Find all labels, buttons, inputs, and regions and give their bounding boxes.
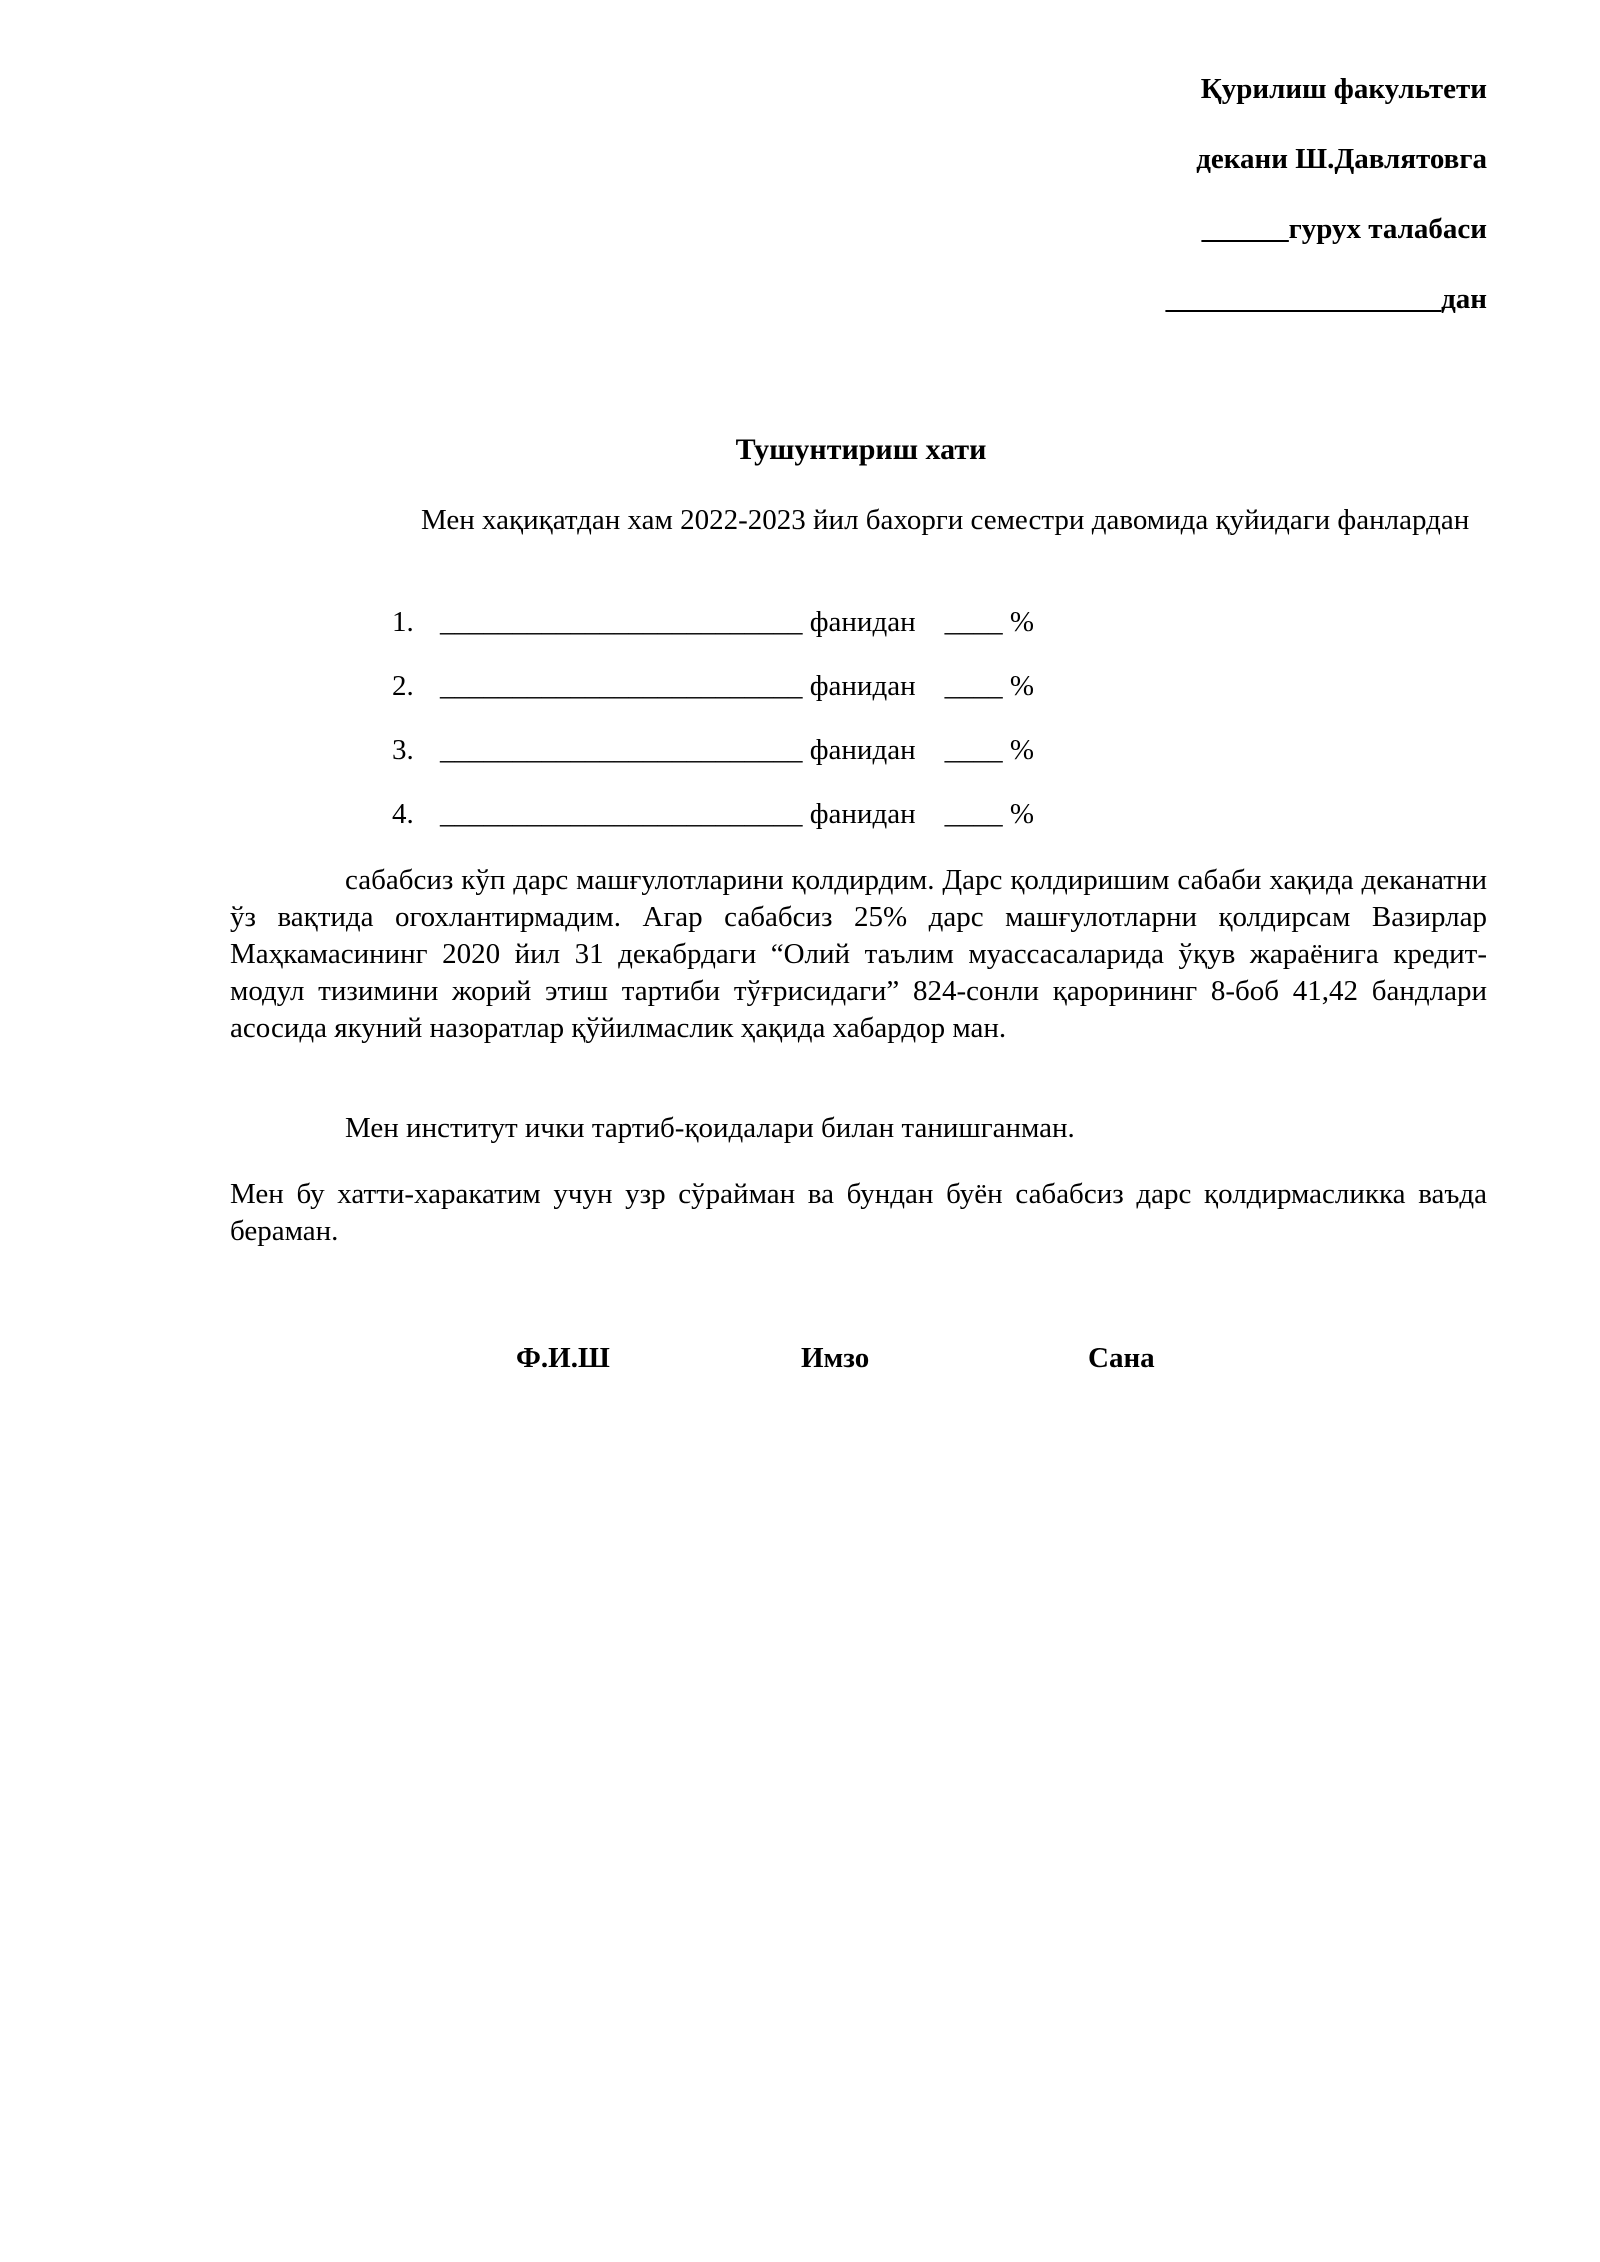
subject-blank-line: _________________________ фанидан ____ %: [440, 798, 1035, 830]
addressee-block: [1166, 72, 1487, 352]
faculty-line: Қурилиш факультети: [1200, 73, 1487, 105]
subject-number: 3.: [392, 734, 414, 766]
subject-blank-line: _________________________ фанидан ____ %: [440, 606, 1035, 638]
subject-item: [392, 604, 1034, 641]
document-title: Тушунтириш хати: [735, 433, 987, 466]
subject-number: 2.: [392, 670, 414, 702]
subject-item: [392, 732, 1034, 769]
subject-item: [392, 668, 1034, 705]
consequence-paragraph: сабабсиз кўп дарс машғулотларини қолдирдим. Дарс қолдиришим сабаби хақида деканатни ўз вақтида огохлантирмадим. Агар сабабсиз 25% дарс машғулотларни қолдирсам Вазирлар Маҳкамасининг 2020 йил 31 декабрдаги “Олий таълим муассасаларида ўқув жараёнига кредит-модул тизимини жорий этиш тартиби тўғрисидаги” 824-сонли қарорининг 8-боб 41,42 бандлари асосида якуний назоратлар қўйилмаслик ҳақида хабардор ман.: [230, 864, 1487, 1044]
group-student-line: ______гурух талабаси: [1201, 213, 1487, 245]
subject-list: [392, 604, 1034, 860]
signature-row: [0, 1340, 1600, 1380]
sender-line: ___________________дан: [1165, 283, 1487, 315]
subject-number: 1.: [392, 606, 414, 638]
rules-paragraph: Мен институт ички тартиб-қоидалари билан танишганман.: [345, 1112, 1075, 1144]
dean-line: декани Ш.Давлятовга: [1196, 143, 1487, 175]
subject-number: 4.: [392, 798, 414, 830]
subject-blank-line: _________________________ фанидан ____ %: [440, 734, 1035, 766]
signature-label: Имзо: [801, 1342, 870, 1374]
date-label: Сана: [1088, 1342, 1155, 1374]
subject-item: [392, 796, 1034, 833]
apology-paragraph: Мен бу хатти-харакатим учун узр сўрайман ва бундан буён сабабсиз дарс қолдирмасликка ваъда бераман.: [230, 1178, 1487, 1247]
subject-blank-line: _________________________ фанидан ____ %: [440, 670, 1035, 702]
intro-paragraph: Мен хақиқатдан хам 2022-2023 йил бахорги семестри давомида қуйидаги фанлардан: [421, 504, 1470, 536]
full-name-label: Ф.И.Ш: [516, 1342, 610, 1374]
